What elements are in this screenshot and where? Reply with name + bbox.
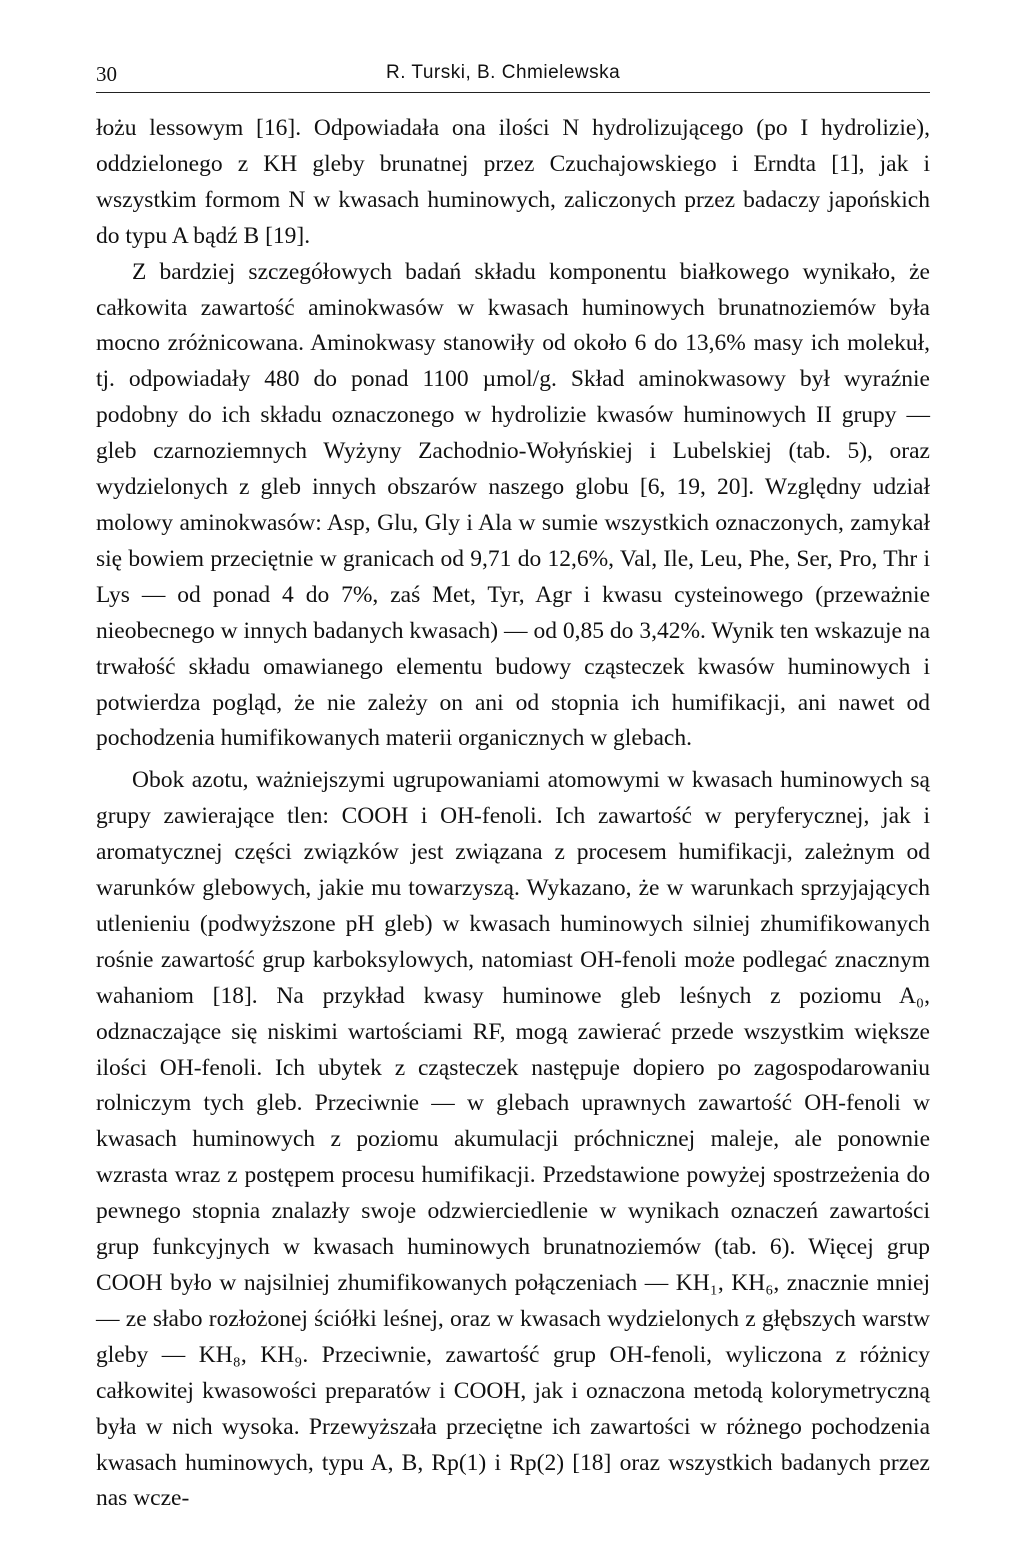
paragraph-oxygen-groups: Obok azotu, ważniejszymi ugrupowaniami atomowymi w kwasach huminowych są grupy zawierające tlen: COOH i OH-fenoli. Ich zawartość w peryferycznej, jak i aromatycznej części związków jest związana z procesem humifikacji, zależnym od warunków glebowych, jakie mu towarzyszą. Wykazano, że w warunkach sprzyjających utlenieniu (podwyższone pH gleb) w kwasach huminowych silniej zhumifikowanych rośnie zawartość grup karboksylowych, natomiast OH-fenoli może podlegać znacznym wahaniom [18]. Na przykład kwasy huminowe gleb leśnych z poziomu A₀, odznaczające się niskimi wartościami RF, mogą zawierać przede wszystkim większe ilości OH-fenoli. Ich ubytek z cząsteczek następuje dopiero po zagospodarowaniu rolniczym tych gleb. Przeciwnie — w glebach uprawnych zawartość OH-fenoli w kwasach huminowych z poziomu akumulacji próchnicznej maleje, ale ponownie wzrasta wraz z postępem procesu humifikacji. Przedstawione powyżej spostrzeżenia do pewnego stopnia znalazły swoje odzwierciedlenie w wynikach oznaczeń zawartości grup funkcyjnych w kwasach huminowych brunatnoziemów (tab. 6). Więcej grup COOH było w najsilniej zhumifikowanych połączeniach — KH₁, KH₆, znacznie mniej — ze słabo rozłożonej ściółki leśnej, oraz w kwasach wydzielonych z głębszych warstw gleby — KH₈, KH₉. Przeciwnie, zawartość grup OH-fenoli, wyliczona z różnicy całkowitej kwasowości preparatów i COOH, jak i oznaczona metodą kolorymetryczną była w nich wysoka. Przewyższała przeciętne ich zawartości w różnego pochodzenia kwasach huminowych, typu A, B, Rp(1) i Rp(2) [18] oraz wszystkich badanych przez nas wcze- xyxy=(96,767,930,1512)
paragraph-continued: łożu lessowym [16]. Odpowiadała ona ilości N hydrolizującego (po I hydrolizie), oddzielonego z KH gleby brunatnej przez Czuchajowskiego i Erndta [1], jak i wszystkim formom N w kwasach huminowych, zaliczonych przez badaczy japońskich do typu A bądź B [19]. xyxy=(96,115,930,249)
body-text xyxy=(96,111,930,1517)
running-title: R. Turski, B. Chmielewska xyxy=(386,62,621,83)
paragraph-amino-acids: Z bardziej szczegółowych badań składu komponentu białkowego wynikało, że całkowita zawartość aminokwasów w kwasach huminowych brunatnoziemów była mocno zróżnicowana. Aminokwasy stanowiły od około 6 do 13,6% masy ich molekuł, tj. odpowiadały 480 do ponad 1100 µmol/g. Skład aminokwasowy był wyraźnie podobny do ich składu oznaczonego w hydrolizie kwasów huminowych II grupy — gleb czarnoziemnych Wyżyny Zachodnio-Wołyńskiej i Lubelskiej (tab. 5), oraz wydzielonych z gleb innych obszarów naszego globu [6, 19, 20]. Względny udział molowy aminokwasów: Asp, Glu, Gly i Ala w sumie wszystkich oznaczonych, zamykał się bowiem przeciętnie w granicach od 9,71 do 12,6%, Val, Ile, Leu, Phe, Ser, Pro, Thr i Lys — od ponad 4 do 7%, zaś Met, Tyr, Agr i kwasu cysteinowego (przeważnie nieobecnego w innych badanych kwasach) — od 0,85 do 3,42%. Wynik ten wskazuje na trwałość składu omawianego elementu budowy cząsteczek kwasów huminowych i potwierdza pogląd, że nie zależy on ani od stopnia ich humifikacji, ani nawet od pochodzenia humifikowanych materii organicznych w glebach. xyxy=(96,258,930,752)
document-page xyxy=(96,56,930,1517)
page-number: 30 xyxy=(96,62,117,86)
running-header xyxy=(96,56,930,93)
